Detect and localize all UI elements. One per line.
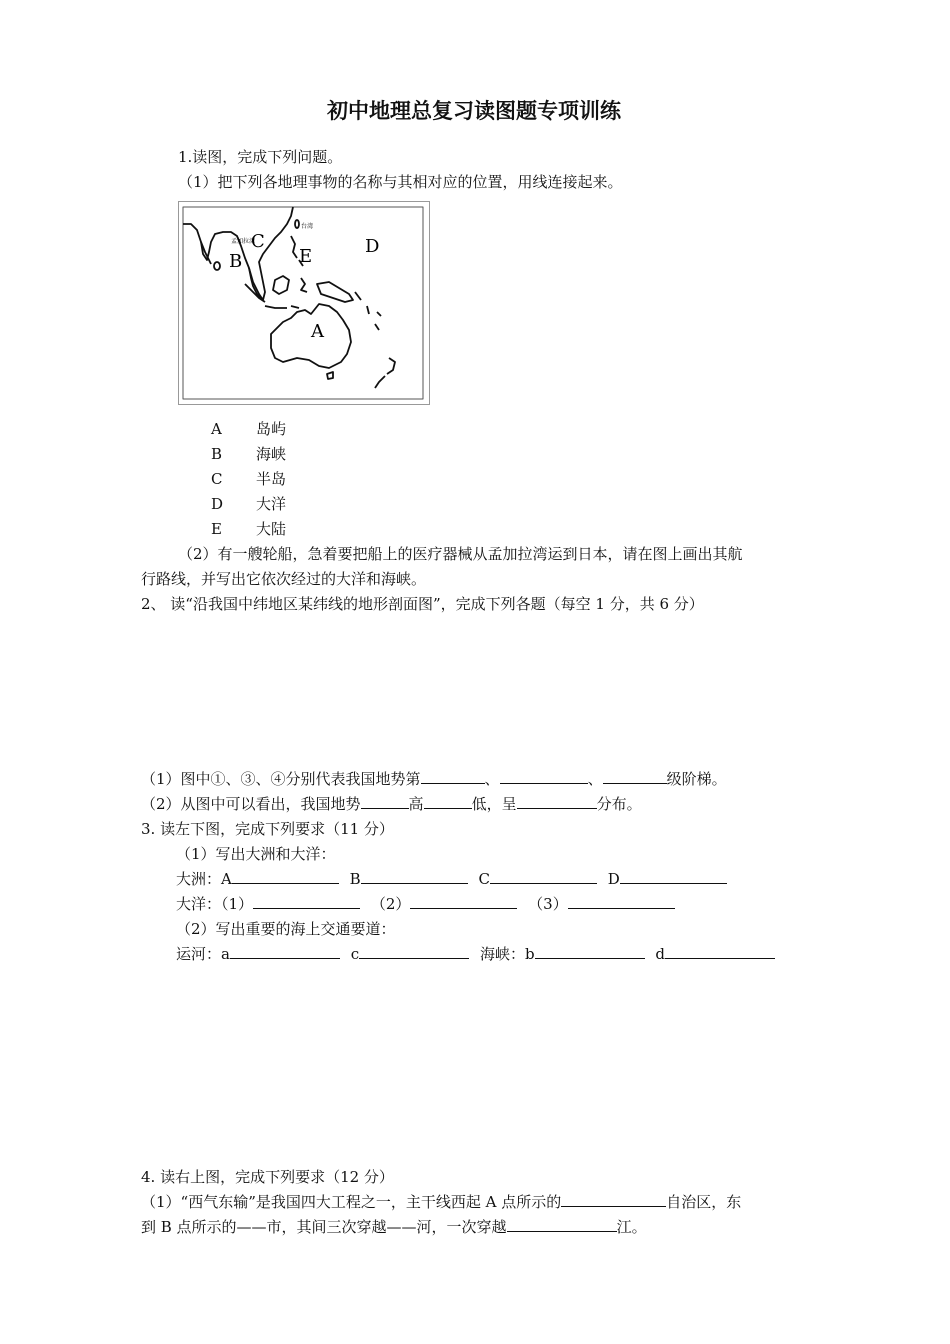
answer-blank[interactable]: [490, 869, 597, 884]
q1-part1: （1）把下列各地理事物的名称与其相对应的位置，用线连接起来。: [178, 173, 623, 191]
map-label-c: C: [251, 231, 265, 252]
q2-p2-high: 高: [408, 795, 424, 813]
q2-stem: 2、 读“沿我国中纬地区某纬线的地形剖面图”，完成下列各题（每空 1 分，共 6 分）: [141, 595, 704, 613]
ocean-num-3: （3）: [528, 895, 568, 913]
map-label-d: D: [365, 236, 380, 257]
map-label-e: E: [299, 246, 313, 267]
letter-b: B: [349, 870, 361, 888]
map-label-b: B: [229, 251, 243, 272]
option-b: [211, 442, 286, 467]
option-text: 大陆: [256, 520, 287, 538]
canal-label: 运河：: [176, 945, 222, 963]
q2-p2-text: （2）从图中可以看出，我国地势: [141, 795, 361, 813]
answer-blank[interactable]: [665, 944, 775, 959]
option-letter: D: [211, 495, 224, 513]
q3-part1: （1）写出大洲和大洋：: [176, 845, 336, 863]
letter-c: C: [478, 870, 490, 888]
answer-blank[interactable]: [507, 1217, 617, 1232]
q1-stem: 1.读图，完成下列问题。: [178, 148, 343, 166]
q2-p1-text: （1）图中①、③、④分别代表我国地势第: [141, 770, 421, 788]
q3-part2: （2）写出重要的海上交通要道：: [176, 920, 396, 938]
q4-line2-end: 江。: [616, 1218, 647, 1236]
option-text: 岛屿: [256, 420, 287, 438]
q3-routes-row: [176, 943, 775, 964]
q3-oceans-row: [176, 893, 675, 914]
option-c: [211, 467, 286, 492]
option-letter: E: [211, 520, 222, 538]
ocean-num-1: （1）: [221, 895, 254, 913]
answer-blank[interactable]: [232, 869, 339, 884]
answer-blank[interactable]: [230, 944, 340, 959]
continent-label: 大洲：: [176, 870, 222, 888]
q4-line1-text: （1）“西气东输”是我国四大工程之一，主干线西起 A 点所示的: [141, 1193, 562, 1211]
q2-p2-low: 低，呈: [471, 795, 517, 813]
q4-line2-text: 到 B 点所示的——市，其间三次穿越——河，一次穿越: [141, 1218, 507, 1236]
q3-stem: 3. 读左下图，完成下列要求（11 分）: [141, 820, 394, 838]
option-text: 海峡: [256, 445, 287, 463]
answer-blank[interactable]: [424, 794, 472, 809]
ocean-num-2: （2）: [370, 895, 411, 913]
map-drawing: [179, 202, 429, 404]
q4-stem: 4. 读右上图，完成下列要求（12 分）: [141, 1168, 394, 1186]
option-letter: B: [211, 445, 223, 463]
answer-blank[interactable]: [620, 869, 727, 884]
answer-blank[interactable]: [361, 794, 409, 809]
option-a: [211, 417, 286, 442]
map-label-taiwan: 台湾: [301, 223, 314, 230]
answer-blank[interactable]: [561, 1192, 666, 1207]
letter-d: d: [655, 945, 665, 963]
answer-blank[interactable]: [517, 794, 597, 809]
option-e: [211, 517, 286, 542]
map-label-bay: 孟加拉湾: [231, 238, 256, 245]
option-letter: A: [211, 420, 222, 438]
q1-part2-line2: 行路线，并写出它依次经过的大洋和海峡。: [141, 570, 427, 588]
answer-blank[interactable]: [603, 769, 667, 784]
option-text: 半岛: [256, 470, 287, 488]
option-text: 大洋: [256, 495, 287, 513]
q1-option-list: [211, 417, 286, 542]
page-title: 初中地理总复习读图题专项训练: [327, 99, 621, 123]
answer-blank[interactable]: [253, 894, 360, 909]
q4-line2: [141, 1216, 647, 1237]
answer-blank[interactable]: [361, 869, 468, 884]
q2-part1: [141, 768, 727, 789]
strait-label: 海峡：: [479, 945, 525, 963]
answer-blank[interactable]: [421, 769, 485, 784]
option-letter: C: [211, 470, 223, 488]
q2-p2-end: 分布。: [596, 795, 642, 813]
letter-b: b: [524, 945, 535, 963]
letter-a: A: [221, 870, 232, 888]
separator: 、: [587, 770, 603, 788]
q2-part2: [141, 793, 642, 814]
q4-line1: [141, 1191, 741, 1212]
letter-c: c: [350, 945, 360, 963]
map-label-a: A: [311, 321, 324, 342]
option-d: [211, 492, 286, 517]
letter-d: D: [607, 870, 620, 888]
answer-blank[interactable]: [410, 894, 517, 909]
q4-line1-end: 自治区，东: [666, 1193, 742, 1211]
q1-part2-line1: （2）有一艘轮船，急着要把船上的医疗器械从孟加拉湾运到日本，请在图上画出其航: [178, 545, 743, 563]
answer-blank[interactable]: [535, 944, 645, 959]
ocean-label: 大洋：: [176, 895, 222, 913]
answer-blank[interactable]: [359, 944, 469, 959]
separator: 、: [484, 770, 500, 788]
answer-blank[interactable]: [500, 769, 588, 784]
answer-blank[interactable]: [568, 894, 675, 909]
q2-p1-end: 级阶梯。: [666, 770, 727, 788]
asia-oceania-map: [178, 201, 430, 405]
letter-a: a: [221, 945, 230, 963]
q3-continents-row: [176, 868, 727, 889]
